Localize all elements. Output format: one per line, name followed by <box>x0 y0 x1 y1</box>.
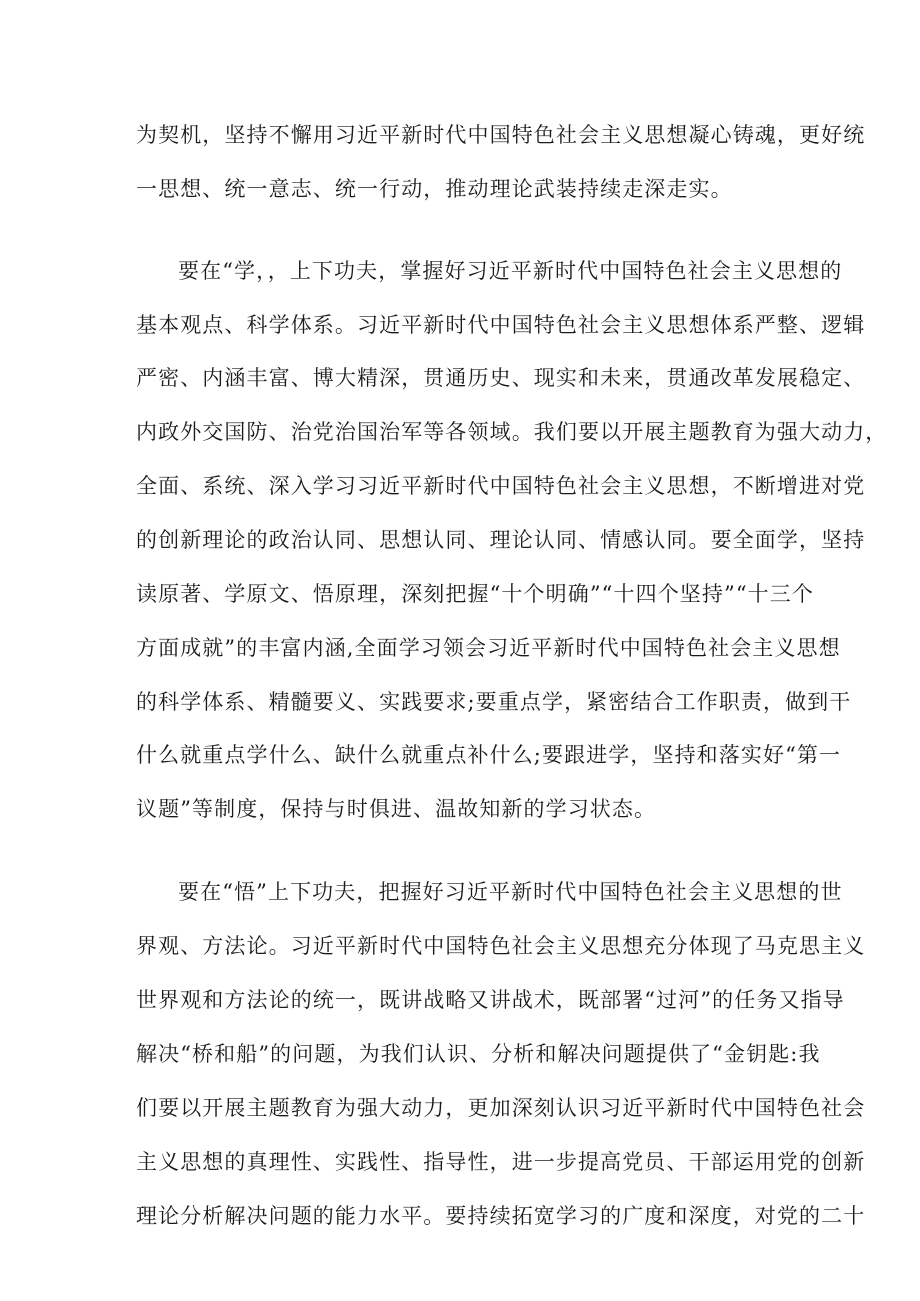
text-line: 解决“桥和船”的问题，为我们认识、分析和解决问题提供了“金钥匙:我 <box>136 1042 821 1066</box>
text-line: 要在“悟”上下功夫，把握好习近平新时代中国特色社会主义思想的世 <box>178 880 843 904</box>
text-line: 的创新理论的政治认同、思想认同、理论认同、情感认同。要全面学，坚持 <box>136 528 866 552</box>
text-line: 要在“学，，上下功夫，掌握好习近平新时代中国特色社会主义思想的 <box>178 259 843 283</box>
text-line: 世界观和方法论的统一，既讲战略又讲战术，既部署“过河”的任务又指导 <box>136 988 845 1012</box>
text-line: 内政外交国防、治党治国治军等各领域。我们要以开展主题教育为强大动力， <box>136 420 888 444</box>
text-line: 什么就重点学什么、缺什么就重点补什么;要跟进学，坚持和落实好“第一 <box>136 743 842 767</box>
text-line: 严密、内涵丰富、博大精深，贯通历史、现实和未来，贯通改革发展稳定、 <box>136 366 866 390</box>
text-line: 读原著、学原文、悟原理，深刻把握“十个明确”“十四个坚持”“十三个 <box>136 582 814 606</box>
text-line: 全面、系统、深入学习习近平新时代中国特色社会主义思想，不断增进对党 <box>136 474 866 498</box>
text-line: 界观、方法论。习近平新时代中国特色社会主义思想充分体现了马克思主义 <box>136 934 866 958</box>
text-line: 基本观点、科学体系。习近平新时代中国特色社会主义思想体系严整、逻辑 <box>136 313 866 337</box>
text-line: 议题”等制度，保持与时俱进、温故知新的学习状态。 <box>136 797 657 821</box>
text-line: 们要以开展主题教育为强大动力，更加深刻认识习近平新时代中国特色社会 <box>136 1096 866 1120</box>
text-line: 的科学体系、精髓要义、实践要求;要重点学，紧密结合工作职责，做到干 <box>136 690 852 714</box>
text-line: 一思想、统一意志、统一行动，推动理论武装持续走深走实。 <box>136 177 733 201</box>
text-line: 主义思想的真理性、实践性、指导性，进一步提高党员、干部运用党的创新 <box>136 1150 866 1174</box>
text-line: 为契机，坚持不懈用习近平新时代中国特色社会主义思想凝心铸魂，更好统 <box>136 123 866 147</box>
text-line: 理论分析解决问题的能力水平。要持续拓宽学习的广度和深度，对党的二十 <box>136 1204 866 1228</box>
text-line: 方面成就”的丰富内涵,全面学习领会习近平新时代中国特色社会主义思想 <box>136 636 841 660</box>
